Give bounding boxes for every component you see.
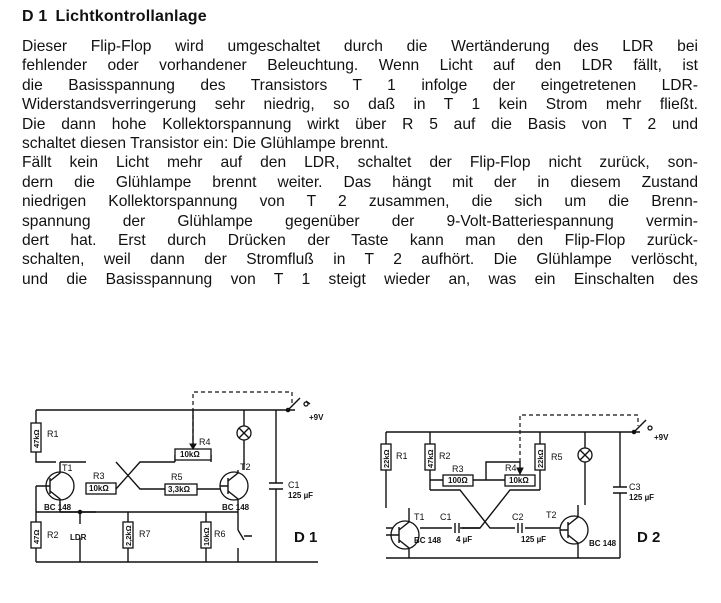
d2-c3-value: 125 µF — [629, 493, 655, 502]
d2-t2-type: BC 148 — [589, 539, 617, 548]
d1-switch-pivot — [286, 408, 290, 412]
d1-switch — [288, 398, 300, 410]
d1-r3-label: R3 — [93, 471, 105, 481]
d2-r4-label: R4 — [505, 463, 517, 473]
d2-r2-value: 47kΩ — [426, 449, 435, 468]
d2-c1-value: 4 µF — [456, 535, 473, 544]
section-number: D 1 — [22, 8, 48, 25]
d1-r6-value: 10kΩ — [202, 527, 211, 546]
paragraph-line: Dieser Flip-Flop wird umgeschaltet durch die Wertänderung des LDR bei — [22, 38, 698, 55]
d2-c2-value: 125 µF — [521, 535, 547, 544]
paragraph-line: die Basisspannung des Transistors T 1 infolge der eingetretenen LDR- — [22, 76, 698, 94]
d2-r5-label: R5 — [551, 452, 563, 462]
d2-r4-value: 10kΩ — [509, 476, 529, 485]
d2-t1-type: BC 148 — [414, 536, 442, 545]
paragraph-line: Widerstandsverringerung sehr niedrig, so daß in T 1 kein Strom mehr fließt. — [22, 96, 698, 114]
d1-r5-label: R5 — [171, 472, 183, 482]
d2-r3-label: R3 — [452, 464, 464, 474]
d1-ldr-label: LDR — [70, 533, 87, 542]
paragraph-line: spannung der Glühlampe gegenüber der 9-Volt-Batteriespannung vermin- — [22, 212, 698, 230]
paragraph-line: schaltet diesen Transistor ein: Die Glühlampe brennt. — [22, 134, 389, 152]
d2-r1-value: 22kΩ — [382, 449, 391, 468]
paragraph-line: fehlender oder vorhandener Beleuchtung. Wenn Licht auf den LDR fällt, ist — [22, 57, 698, 75]
circuit-d1 — [31, 392, 324, 562]
d1-t2-type: BC 148 — [222, 503, 250, 512]
circuit-d2 — [381, 415, 669, 558]
d2-t1-label: T1 — [414, 512, 425, 522]
d1-r7-label: R7 — [139, 529, 151, 539]
d1-r4-label: R4 — [199, 437, 211, 447]
d2-supply-label: +9V — [654, 433, 669, 442]
paragraph-line: dert hat. Erst durch Drücken der Taste kann man den Flip-Flop zurück- — [22, 231, 698, 249]
d1-r3-value: 10kΩ — [89, 484, 109, 493]
d1-r7-value: 2,2kΩ — [124, 525, 133, 546]
d1-t2-label: T2 — [240, 462, 251, 472]
d1-pushbutton — [238, 530, 252, 540]
d1-c1-value: 125 µF — [288, 491, 314, 500]
paragraph-line: niedrigen Kollektorspannung von T 2 zusammen, die sich um die Brenn- — [22, 193, 698, 211]
d1-r2-label: R2 — [47, 530, 59, 540]
d1-r1-value: 47kΩ — [32, 429, 41, 448]
section-title: Lichtkontrollanlage — [55, 8, 207, 25]
paragraph-line: Fällt kein Licht mehr auf den LDR, schaltet der Flip-Flop nicht zurück, son- — [22, 154, 698, 172]
d1-t1-type: BC 148 — [44, 503, 72, 512]
d1-r1-label: R1 — [47, 429, 59, 439]
d1-r4-value: 10kΩ — [180, 450, 200, 459]
d1-r6-label: R6 — [214, 529, 226, 539]
d1-supply-label: +9V — [309, 413, 324, 422]
paragraph-line: schalten, weil dann der Stromfluß in T 2 aufhört. Die Glühlampe verlöscht, — [22, 251, 698, 269]
d1-diagram-label: D 1 — [294, 529, 318, 546]
d1-r5-value: 3,3kΩ — [168, 485, 190, 494]
d2-switch — [634, 420, 646, 432]
d2-c3-label: C3 — [629, 482, 641, 492]
d1-t1-label: T1 — [62, 463, 73, 473]
d2-r5-value: 22kΩ — [536, 449, 545, 468]
d2-c1-label: C1 — [440, 512, 452, 522]
d2-diagram-label: D 2 — [637, 529, 661, 546]
paragraph-line: dern die Glühlampe brennt weiter. Das hängt mit der in diesem Zustand — [22, 173, 698, 191]
d2-c2-label: C2 — [512, 512, 524, 522]
paragraph-line: und die Basisspannung von T 1 steigt wieder an, was ein Einschalten des — [22, 270, 698, 288]
d2-r3-value: 100Ω — [448, 476, 468, 485]
d2-r2-label: R2 — [439, 451, 451, 461]
d1-c1-label: C1 — [288, 480, 300, 490]
d2-t2-label: T2 — [546, 510, 557, 520]
d1-r2-value: 47Ω — [32, 529, 41, 544]
d1-supply-terminal — [304, 402, 308, 406]
d2-r1-label: R1 — [396, 451, 408, 461]
paragraph-line: Die dann hohe Kollektorspannung wirkt über R 5 auf die Basis von T 2 und — [22, 115, 698, 133]
